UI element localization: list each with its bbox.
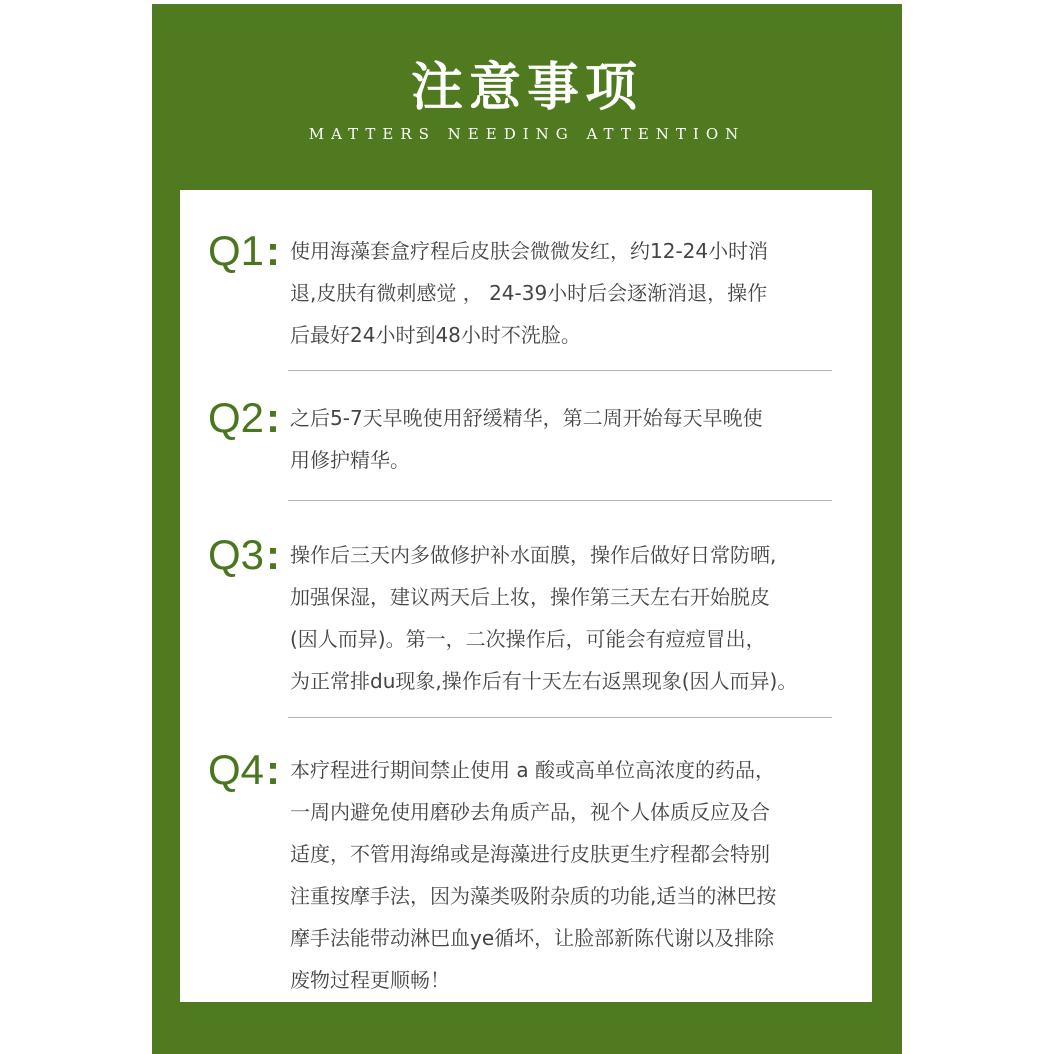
- question-number: Q1: [208, 227, 265, 274]
- qa-card: [180, 190, 872, 1002]
- page-subtitle: MATTERS NEEDING ATTENTION: [308, 125, 746, 143]
- question-colon: :: [266, 531, 281, 578]
- answer-text: 使用海藻套盒疗程后皮肤会微微发红，约12-24小时消 退,皮肤有微刺感觉 ， 24-39小时后会逐渐消退，操作 后最好24小时到48小时不洗脸。: [290, 239, 769, 347]
- question-label: [208, 393, 280, 443]
- answer-text: 之后5-7天早晚使用舒缓精华，第二周开始每天早晚使 用修护精华。: [290, 406, 763, 472]
- divider: [288, 500, 832, 501]
- page-title: 注意事项: [410, 58, 643, 118]
- answer-text: 操作后三天内多做修护补水面膜，操作后做好日常防晒, 加强保湿，建议两天后上妆，操作第三天左右开始脱皮 (因人而异)。第一，二次操作后，可能会有痘痘冒出， 为正常排du现象,操作后有十天左右返黑现象(因人而异)。: [290, 543, 798, 693]
- question-colon: :: [266, 394, 281, 441]
- question-colon: :: [266, 227, 281, 274]
- question-label: [208, 530, 280, 580]
- question-number: Q3: [208, 531, 265, 578]
- divider: [288, 370, 832, 371]
- notice-poster: [152, 4, 902, 1054]
- question-label: [208, 745, 280, 795]
- divider: [288, 717, 832, 718]
- question-label: [208, 226, 280, 276]
- question-number: Q2: [208, 394, 265, 441]
- answer-text: 本疗程进行期间禁止使用 a 酸或高单位高浓度的药品， 一周内避免使用磨砂去角质产品，视个人体质反应及合 适度，不管用海绵或是海藻进行皮肤更生疗程都会特别 注重按摩手法，因为藻类吸附杂质的功能,适当的淋巴按 摩手法能带动淋巴血ye循坏，让脸部新陈代谢以及排除 废物过程更顺畅！: [290, 758, 777, 992]
- question-colon: :: [266, 746, 281, 793]
- question-number: Q4: [208, 746, 265, 793]
